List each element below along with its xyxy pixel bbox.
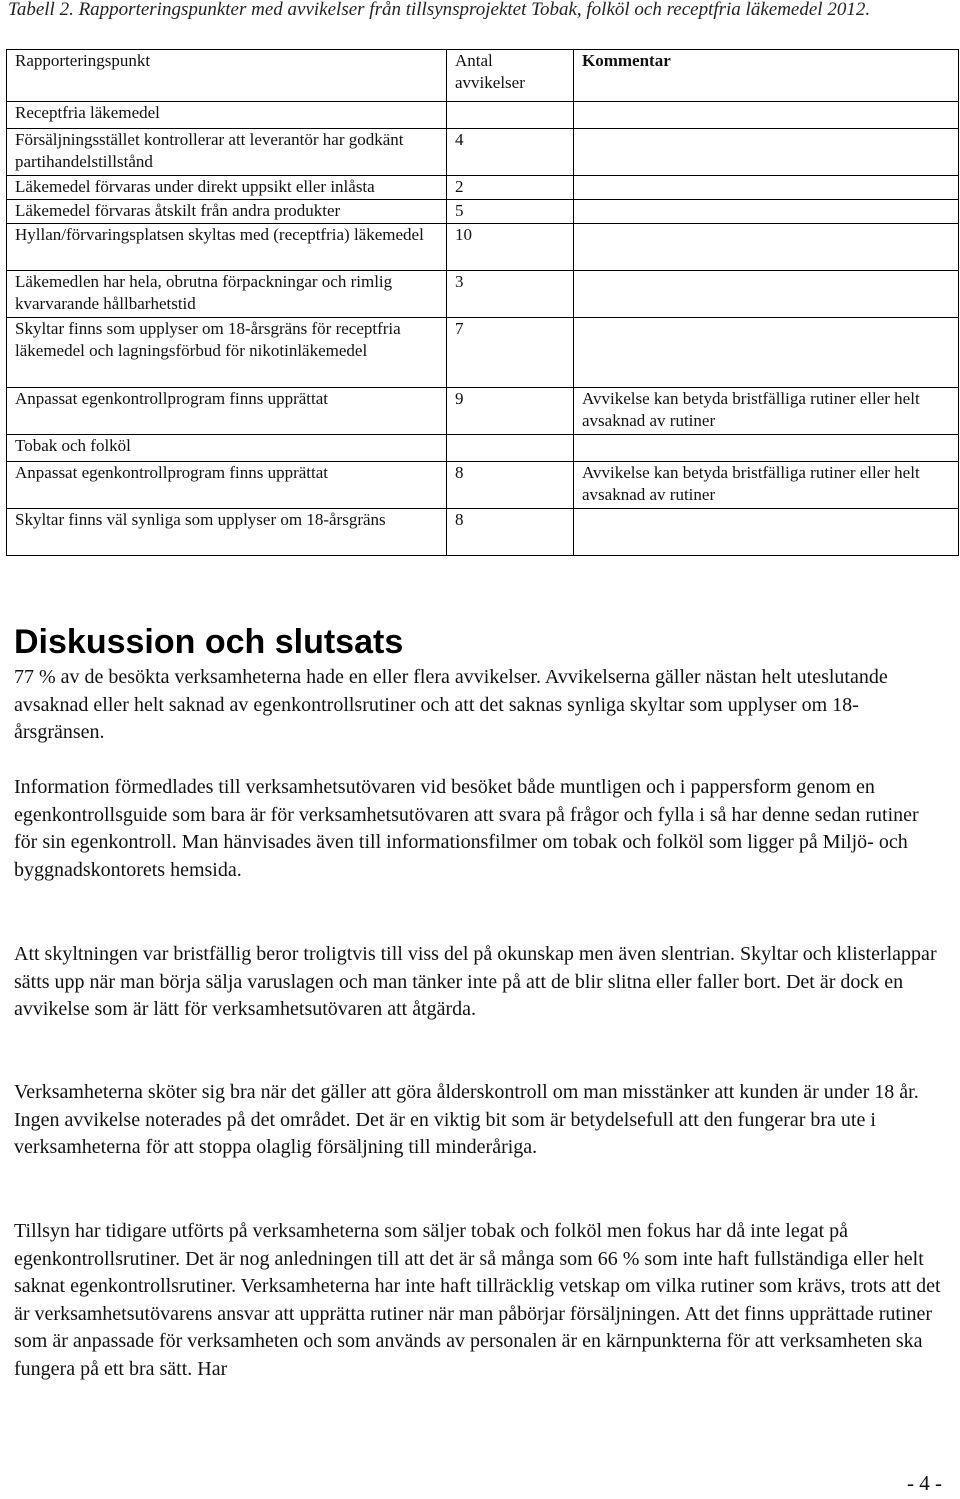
table-row	[7, 462, 959, 509]
section-empty-cell	[447, 102, 574, 129]
table-caption: Tabell 2. Rapporteringspunkter med avvikelser från tillsynsprojektet Tobak, folköl och receptfria läkemedel 2012.	[8, 0, 871, 20]
header-antal-avvikelser: Antal avvikelser	[447, 50, 574, 102]
row-comment	[574, 318, 959, 388]
row-point: Hyllan/förvaringsplatsen skyltas med (receptfria) läkemedel	[7, 224, 447, 271]
table-row	[7, 129, 959, 176]
row-count: 8	[447, 509, 574, 556]
section-row-tobak	[7, 435, 959, 462]
section-empty-cell	[574, 102, 959, 129]
row-count: 7	[447, 318, 574, 388]
section-empty-cell	[447, 435, 574, 462]
row-point: Anpassat egenkontrollprogram finns upprättat	[7, 462, 447, 509]
row-point: Anpassat egenkontrollprogram finns upprättat	[7, 388, 447, 435]
paragraph: Information förmedlades till verksamhetsutövaren vid besöket både muntligen och i pappersform genom en egenkontrollsguide som bara är för verksamhetsutövaren att svara på frågor och fylla i så har denne sedan rutiner för sin egenkontroll. Man hänvisades även till informationsfilmer om tobak och folköl som ligger på Miljö- och byggnadskontorets hemsida.	[14, 776, 919, 881]
table-row	[7, 224, 959, 271]
table-row	[7, 200, 959, 224]
row-comment	[574, 271, 959, 318]
row-count: 10	[447, 224, 574, 271]
row-count: 5	[447, 200, 574, 224]
paragraph: Tillsyn har tidigare utförts på verksamheterna som säljer tobak och folköl men fokus har då inte legat på egenkontrollsrutiner. Det är nog anledningen till att det är så många som 66 % som inte haft fullständiga eller helt saknat egenkontrollsrutiner. Verksamheterna har inte haft tillräcklig vetskap om vilka rutiner som krävs, trots att det är verksamhetsutövarens ansvar att upprätta rutiner när man påbörjar försäljningen. Att det finns upprättade rutiner som är anpassade för verksamheten och som används av personalen är en kärnpunkterna för att verksamheten ska fungera på ett bra sätt. Har	[14, 1220, 941, 1380]
row-point: Skyltar finns väl synliga som upplyser om 18-årsgräns	[7, 509, 447, 556]
table-row	[7, 318, 959, 388]
table-row	[7, 388, 959, 435]
row-point: Läkemedel förvaras åtskilt från andra produkter	[7, 200, 447, 224]
row-point: Läkemedlen har hela, obrutna förpackningar och rimlig kvarvarande hållbarhetstid	[7, 271, 447, 318]
row-count: 3	[447, 271, 574, 318]
section-empty-cell	[574, 435, 959, 462]
row-comment	[574, 224, 959, 271]
row-comment	[574, 176, 959, 200]
row-point: Skyltar finns som upplyser om 18-årsgräns för receptfria läkemedel och lagningsförbud för nikotinläkemedel	[7, 318, 447, 388]
row-count: 8	[447, 462, 574, 509]
row-comment	[574, 129, 959, 176]
paragraph: Verksamheterna sköter sig bra när det gäller att göra ålderskontroll om man misstänker att kunden är under 18 år. Ingen avvikelse noterades på det området. Det är en viktig bit som är betydelsefull att den fungerar bra ute i verksamheterna för att stoppa olaglig försäljning till minderåriga.	[14, 1081, 919, 1158]
row-comment	[574, 509, 959, 556]
deviations-table	[6, 49, 959, 556]
row-count: 9	[447, 388, 574, 435]
section-title: Receptfria läkemedel	[7, 102, 447, 129]
row-comment: Avvikelse kan betyda bristfälliga rutiner eller helt avsaknad av rutiner	[574, 388, 959, 435]
table-row	[7, 509, 959, 556]
section-row-receptfria	[7, 102, 959, 129]
table-row	[7, 176, 959, 200]
table-row	[7, 271, 959, 318]
row-count: 2	[447, 176, 574, 200]
section-heading: Diskussion och slutsats	[14, 623, 404, 661]
paragraph: 77 % av de besökta verksamheterna hade en eller flera avvikelser. Avvikelserna gäller nästan helt uteslutande avsaknad eller helt saknad av egenkontrollsrutiner och att det saknas synliga skyltar som upplyser om 18-årsgränsen.	[14, 666, 888, 743]
header-kommentar: Kommentar	[574, 50, 959, 102]
section-title: Tobak och folköl	[7, 435, 447, 462]
paragraph: Att skyltningen var bristfällig beror troligtvis till viss del på okunskap men även slentrian. Skyltar och klisterlappar sätts upp när man börja sälja varuslagen och man tänker inte på att de blir slitna eller faller bort. Det är dock en avvikelse som är lätt för verksamhetsutövaren att åtgärda.	[14, 943, 937, 1020]
table-header-row	[7, 50, 959, 102]
row-point: Läkemedel förvaras under direkt uppsikt eller inlåsta	[7, 176, 447, 200]
header-rapporteringspunkt: Rapporteringspunkt	[7, 50, 447, 102]
row-comment: Avvikelse kan betyda bristfälliga rutiner eller helt avsaknad av rutiner	[574, 462, 959, 509]
row-count: 4	[447, 129, 574, 176]
row-point: Försäljningsstället kontrollerar att leverantör har godkänt partihandelstillstånd	[7, 129, 447, 176]
row-comment	[574, 200, 959, 224]
page-number: - 4 -	[907, 1471, 942, 1495]
